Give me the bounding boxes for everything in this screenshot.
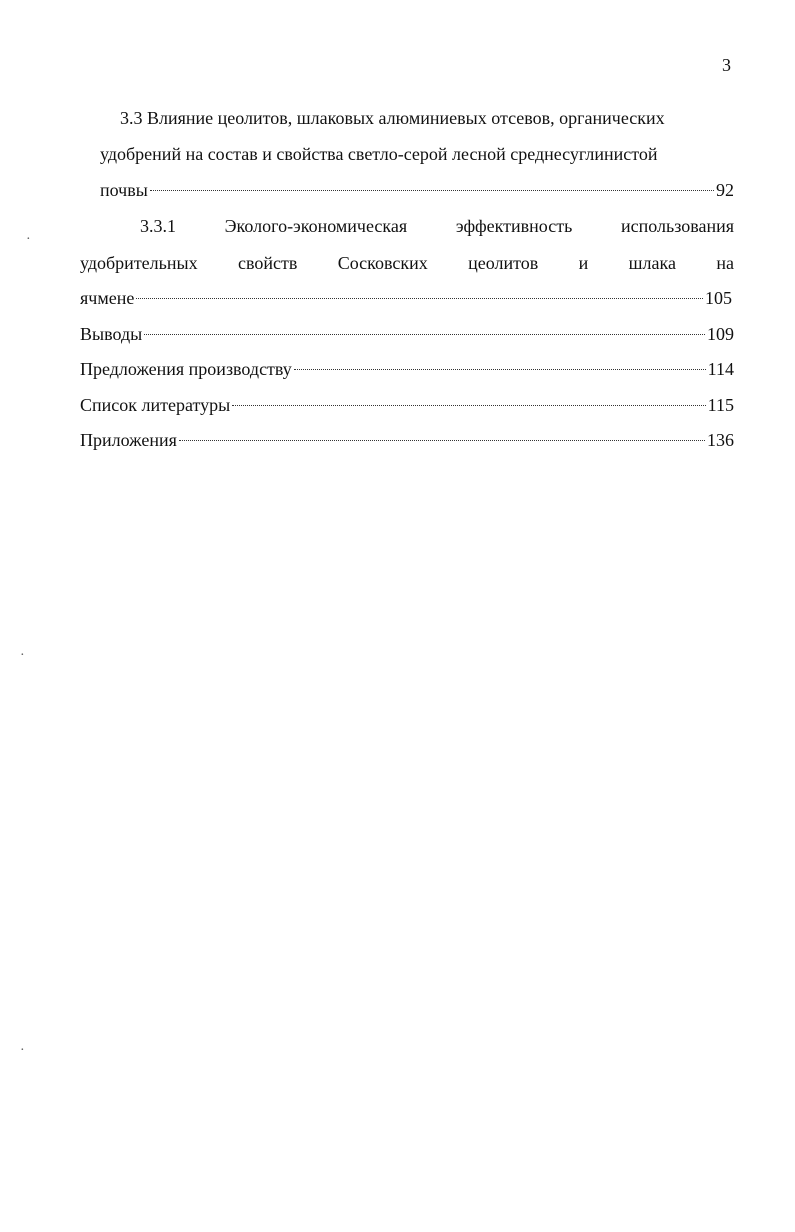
dot-leader xyxy=(179,440,705,441)
toc-entry-3-3[interactable] xyxy=(100,177,734,203)
scan-speck: · xyxy=(26,232,31,247)
word: цеолитов xyxy=(468,253,539,273)
word: удобрительных xyxy=(80,253,198,273)
toc-entry-page: 136 xyxy=(707,430,734,450)
toc-3-3-line-2: удобрений на состав и свойства светло-серой лесной среднесуглинистой xyxy=(100,144,658,164)
toc-entry-label: Список литературы xyxy=(80,395,231,415)
toc-entry-page: 114 xyxy=(707,359,734,379)
word: использования xyxy=(620,216,734,236)
word: 3.3.1 xyxy=(140,216,176,236)
toc-entry-page: 115 xyxy=(707,395,734,415)
dot-leader xyxy=(136,298,703,299)
toc-entry-page: 109 xyxy=(707,324,734,344)
toc-entry-label: Предложения производству xyxy=(80,359,292,379)
toc-3-3-1-line-1 xyxy=(140,213,734,239)
scan-speck: · xyxy=(20,648,25,663)
page-number: 3 xyxy=(722,55,731,75)
toc-entry-page: 105 xyxy=(705,288,732,308)
word: эффективность xyxy=(455,216,573,236)
toc-entry-appendices[interactable] xyxy=(80,427,734,453)
toc-3-3-line-1: 3.3 Влияние цеолитов, шлаковых алюминиевых отсевов, органических xyxy=(120,108,665,128)
dot-leader xyxy=(294,369,706,370)
word: Эколого-экономическая xyxy=(224,216,408,236)
dot-leader xyxy=(232,405,705,406)
scan-speck: · xyxy=(20,1043,25,1058)
dot-leader xyxy=(150,190,714,191)
toc-entry-label: Выводы xyxy=(80,324,143,344)
dot-leader xyxy=(144,334,705,335)
toc-3-3-1-line-2 xyxy=(80,250,734,276)
toc-entry-page: 92 xyxy=(716,180,734,200)
toc-entry-references[interactable] xyxy=(80,392,734,418)
toc-entry-label: Приложения xyxy=(80,430,177,450)
toc-entry-3-3-1[interactable] xyxy=(80,285,732,311)
toc-entry-label: почвы xyxy=(100,180,148,200)
word: на xyxy=(716,253,734,273)
toc-entry-label: ячмене xyxy=(80,288,135,308)
word: Сосковских xyxy=(337,253,428,273)
toc-entry-proposals[interactable] xyxy=(80,356,734,382)
word: шлака xyxy=(628,253,676,273)
word: и xyxy=(578,253,589,273)
word: свойств xyxy=(237,253,298,273)
toc-entry-conclusions[interactable] xyxy=(80,321,734,347)
